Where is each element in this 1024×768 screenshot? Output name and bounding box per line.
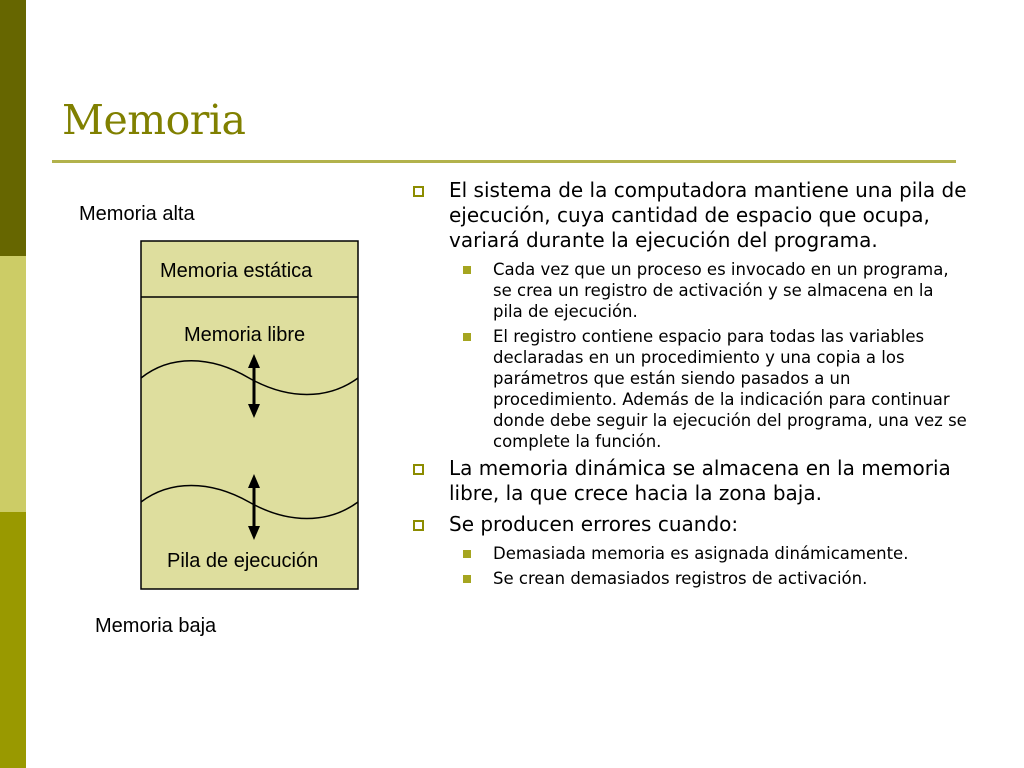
filled-square-bullet-icon — [463, 333, 471, 341]
square-bullet-icon — [413, 186, 424, 197]
side-bar-top — [0, 0, 26, 256]
memory-block — [141, 241, 358, 589]
label-memoria-libre: Memoria libre — [184, 324, 306, 346]
sub-bullet-text: Cada vez que un proceso es invocado en un programa, se crea un registro de activación y se almacena en la pila de ejecución. — [493, 260, 949, 321]
side-bar-middle — [0, 256, 26, 512]
sub-bullet-item — [408, 543, 968, 564]
sub-bullet-item — [408, 568, 968, 589]
bullet-item — [408, 178, 968, 253]
sub-bullet-text: Se crean demasiados registros de activación. — [493, 569, 868, 588]
sub-bullet-item — [408, 259, 968, 322]
label-memoria-estatica: Memoria estática — [160, 260, 313, 282]
filled-square-bullet-icon — [463, 550, 471, 558]
bullet-item — [408, 456, 968, 506]
label-memoria-alta: Memoria alta — [79, 203, 195, 225]
label-memoria-baja: Memoria baja — [95, 615, 217, 637]
bullet-text: El sistema de la computadora mantiene una pila de ejecución, cuya cantidad de espacio que ocupa, variará durante la ejecución del programa. — [449, 178, 967, 252]
sub-bullet-text: El registro contiene espacio para todas las variables declaradas en un procedimiento y una copia a los parámetros que están siendo pasados a un procedimiento. Además de la indicación para continuar donde debe seguir la ejecución del programa, una vez se complete la función. — [493, 327, 967, 451]
bullet-item — [408, 512, 968, 537]
sub-bullet-item — [408, 326, 968, 452]
memory-diagram — [140, 240, 362, 592]
label-pila-ejecucion: Pila de ejecución — [167, 550, 319, 572]
filled-square-bullet-icon — [463, 575, 471, 583]
sub-bullet-text: Demasiada memoria es asignada dinámicamente. — [493, 544, 909, 563]
bullet-text: La memoria dinámica se almacena en la memoria libre, la que crece hacia la zona baja. — [449, 456, 951, 505]
bullet-text: Se producen errores cuando: — [449, 512, 739, 536]
side-bar-bottom — [0, 512, 26, 768]
square-bullet-icon — [413, 464, 424, 475]
filled-square-bullet-icon — [463, 266, 471, 274]
slide-title: Memoria — [62, 96, 246, 144]
square-bullet-icon — [413, 520, 424, 531]
bullet-content — [408, 178, 968, 593]
title-divider — [52, 160, 956, 163]
